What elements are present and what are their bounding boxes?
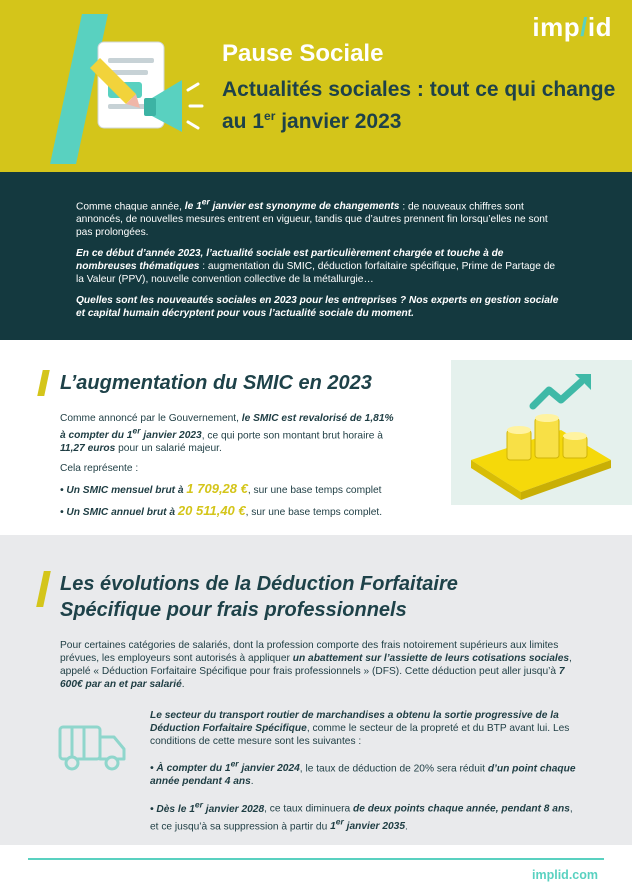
yellow-slash-marker	[37, 370, 50, 396]
yellow-slash-marker	[36, 571, 51, 607]
smic-section	[0, 340, 632, 535]
section-kicker: Pause Sociale	[222, 40, 384, 67]
dfs-transport-block	[150, 709, 580, 843]
dfs-bullet-2024: • À compter du 1er janvier 2024, le taux de déduction de 20% sera réduit d’un point chaque année pendant 4 ans.	[150, 759, 576, 788]
smic-paragraph: Comme annoncé par le Gouvernement, le SMIC est revalorisé de 1,81% à compter du 1er janvier 2023, ce qui porte son montant brut horaire à 11,27 euros pour un salarié majeur.	[60, 413, 394, 455]
dfs-section	[0, 535, 632, 845]
intro-paragraph-2: En ce début d’année 2023, l’actualité sociale est particulièrement chargée et touche à de nombreuses thématiques : augmentation du SMIC, déduction forfaitaire spécifique, Prime de Partage de la Valeur (PPV), nouvelle convention collective de la métallurgie…	[76, 248, 556, 286]
coins-illustration-panel	[451, 360, 632, 505]
intro-paragraph-1: Comme chaque année, le 1er janvier est synonyme de changements : de nouveaux chiffres sont annoncés, de nouvelles mesures entrent en vigueur, tandis que d’autres prennent fin lorsqu’elles ne sont pas prolongées.	[76, 197, 548, 239]
truck-icon	[56, 721, 128, 773]
smic-bullet-monthly: • Un SMIC mensuel brut à 1 709,28 €, sur une base temps complet	[60, 481, 382, 497]
coins-growth-illustration	[451, 360, 632, 505]
document-megaphone-illustration	[60, 28, 210, 148]
page-title: Actualités sociales : tout ce qui change au 1er janvier 2023	[222, 78, 616, 133]
smic-bullet-annual: • Un SMIC annuel brut à 20 511,40 €, sur une base temps complet.	[60, 503, 383, 519]
smic-body	[60, 412, 400, 526]
footer-website-link[interactable]: implid.com	[532, 868, 598, 882]
implid-logo: imp/id	[532, 12, 612, 42]
dfs-transport-paragraph: Le secteur du transport routier de marchandises a obtenu la sortie progressive de la Déduction Forfaitaire Spécifique, comme le secteur de la propreté et du BTP avant lui. Les conditions de cette mesure sont les suivantes :	[150, 710, 570, 747]
intro-paragraph-3: Quelles sont les nouveautés sociales en 2023 pour les entreprises ? Nos experts en gestion sociale et capital humain décryptent pour vous l’actualité sociale du moment.	[76, 295, 559, 320]
smic-heading: L’augmentation du SMIC en 2023	[60, 372, 372, 394]
footer-divider	[28, 858, 604, 860]
header-banner	[0, 0, 632, 172]
dfs-bullet-2028: • Dès le 1er janvier 2028, ce taux diminuera de deux points chaque année, pendant 8 ans, et ce jusqu’à sa suppression à partir du 1er janvier 2035.	[150, 799, 573, 833]
intro-block	[0, 172, 632, 340]
smic-represents: Cela représente :	[60, 463, 139, 475]
dfs-intro-paragraph: Pour certaines catégories de salariés, dont la profession comporte des frais notoirement supérieurs aux limites prévues, les employeurs sont autorisés à appliquer un abattement sur l’assiette de leurs cotisations sociales, appelé « Déduction Forfaitaire Spécifique pour frais professionnels » (DFS). Cette déduction peut aller jusqu’à 7 600€ par an et par salarié.	[60, 640, 572, 690]
dfs-heading: Les évolutions de la Déduction Forfaitaire Spécifique pour frais professionnels	[60, 573, 458, 621]
